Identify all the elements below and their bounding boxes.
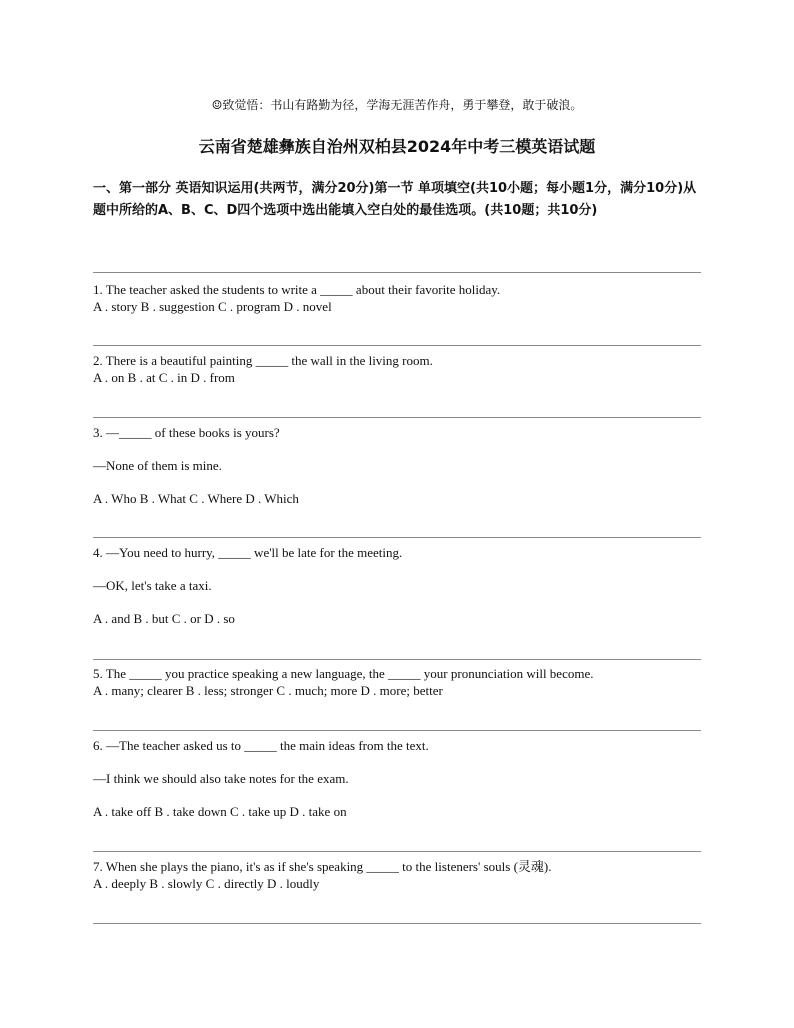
section-heading: 一、第一部分 英语知识运用(共两节，满分20分)第一节 单项填空(共10小题；每小题1分，满分10分)从题中所给的A、B、C、D四个选项中选出能填入空白处的最佳选项。(共10题；共10分) — [93, 181, 697, 218]
question-1 — [93, 281, 703, 315]
question-divider — [93, 417, 701, 418]
question-divider — [93, 659, 701, 660]
question-options: A . and B . but C . or D . so — [93, 611, 235, 626]
question-dialog: —I think we should also take notes for the exam. — [93, 771, 349, 786]
question-5 — [93, 665, 703, 699]
question-divider — [93, 345, 701, 346]
question-divider — [93, 851, 701, 852]
question-stem: 3. —_____ of these books is yours? — [93, 425, 280, 440]
question-options: A . take off B . take down C . take up D . take on — [93, 804, 347, 819]
motto-line: ☺致觉悟：书山有路勤为径，学海无涯苦作舟，勇于攀登，敢于破浪。 — [211, 98, 583, 112]
question-options: A . on B . at C . in D . from — [93, 370, 235, 385]
question-divider — [93, 923, 701, 924]
question-dialog: —OK, let's take a taxi. — [93, 578, 212, 593]
question-options: A . many; clearer B . less; stronger C . much; more D . more; better — [93, 683, 443, 698]
question-stem: 1. The teacher asked the students to write a _____ about their favorite holiday. — [93, 282, 501, 297]
question-2 — [93, 352, 703, 386]
question-4 — [93, 544, 703, 627]
question-divider — [93, 537, 701, 538]
question-stem: 4. —You need to hurry, _____ we'll be late for the meeting. — [93, 545, 403, 560]
question-dialog: —None of them is mine. — [93, 458, 222, 473]
question-options: A . story B . suggestion C . program D . novel — [93, 299, 332, 314]
question-divider — [93, 272, 701, 273]
question-options: A . deeply B . slowly C . directly D . loudly — [93, 876, 320, 891]
exam-title: 云南省楚雄彝族自治州双柏县2024年中考三模英语试题 — [198, 137, 596, 156]
question-3 — [93, 424, 703, 507]
question-stem: 7. When she plays the piano, it's as if she's speaking _____ to the listeners' souls (灵魂). — [93, 859, 552, 874]
question-divider — [93, 730, 701, 731]
question-6 — [93, 737, 703, 820]
question-stem: 6. —The teacher asked us to _____ the main ideas from the text. — [93, 738, 429, 753]
question-stem: 2. There is a beautiful painting _____ the wall in the living room. — [93, 353, 433, 368]
question-options: A . Who B . What C . Where D . Which — [93, 491, 299, 506]
question-stem: 5. The _____ you practice speaking a new language, the _____ your pronunciation will become. — [93, 666, 594, 681]
question-7 — [93, 858, 703, 892]
